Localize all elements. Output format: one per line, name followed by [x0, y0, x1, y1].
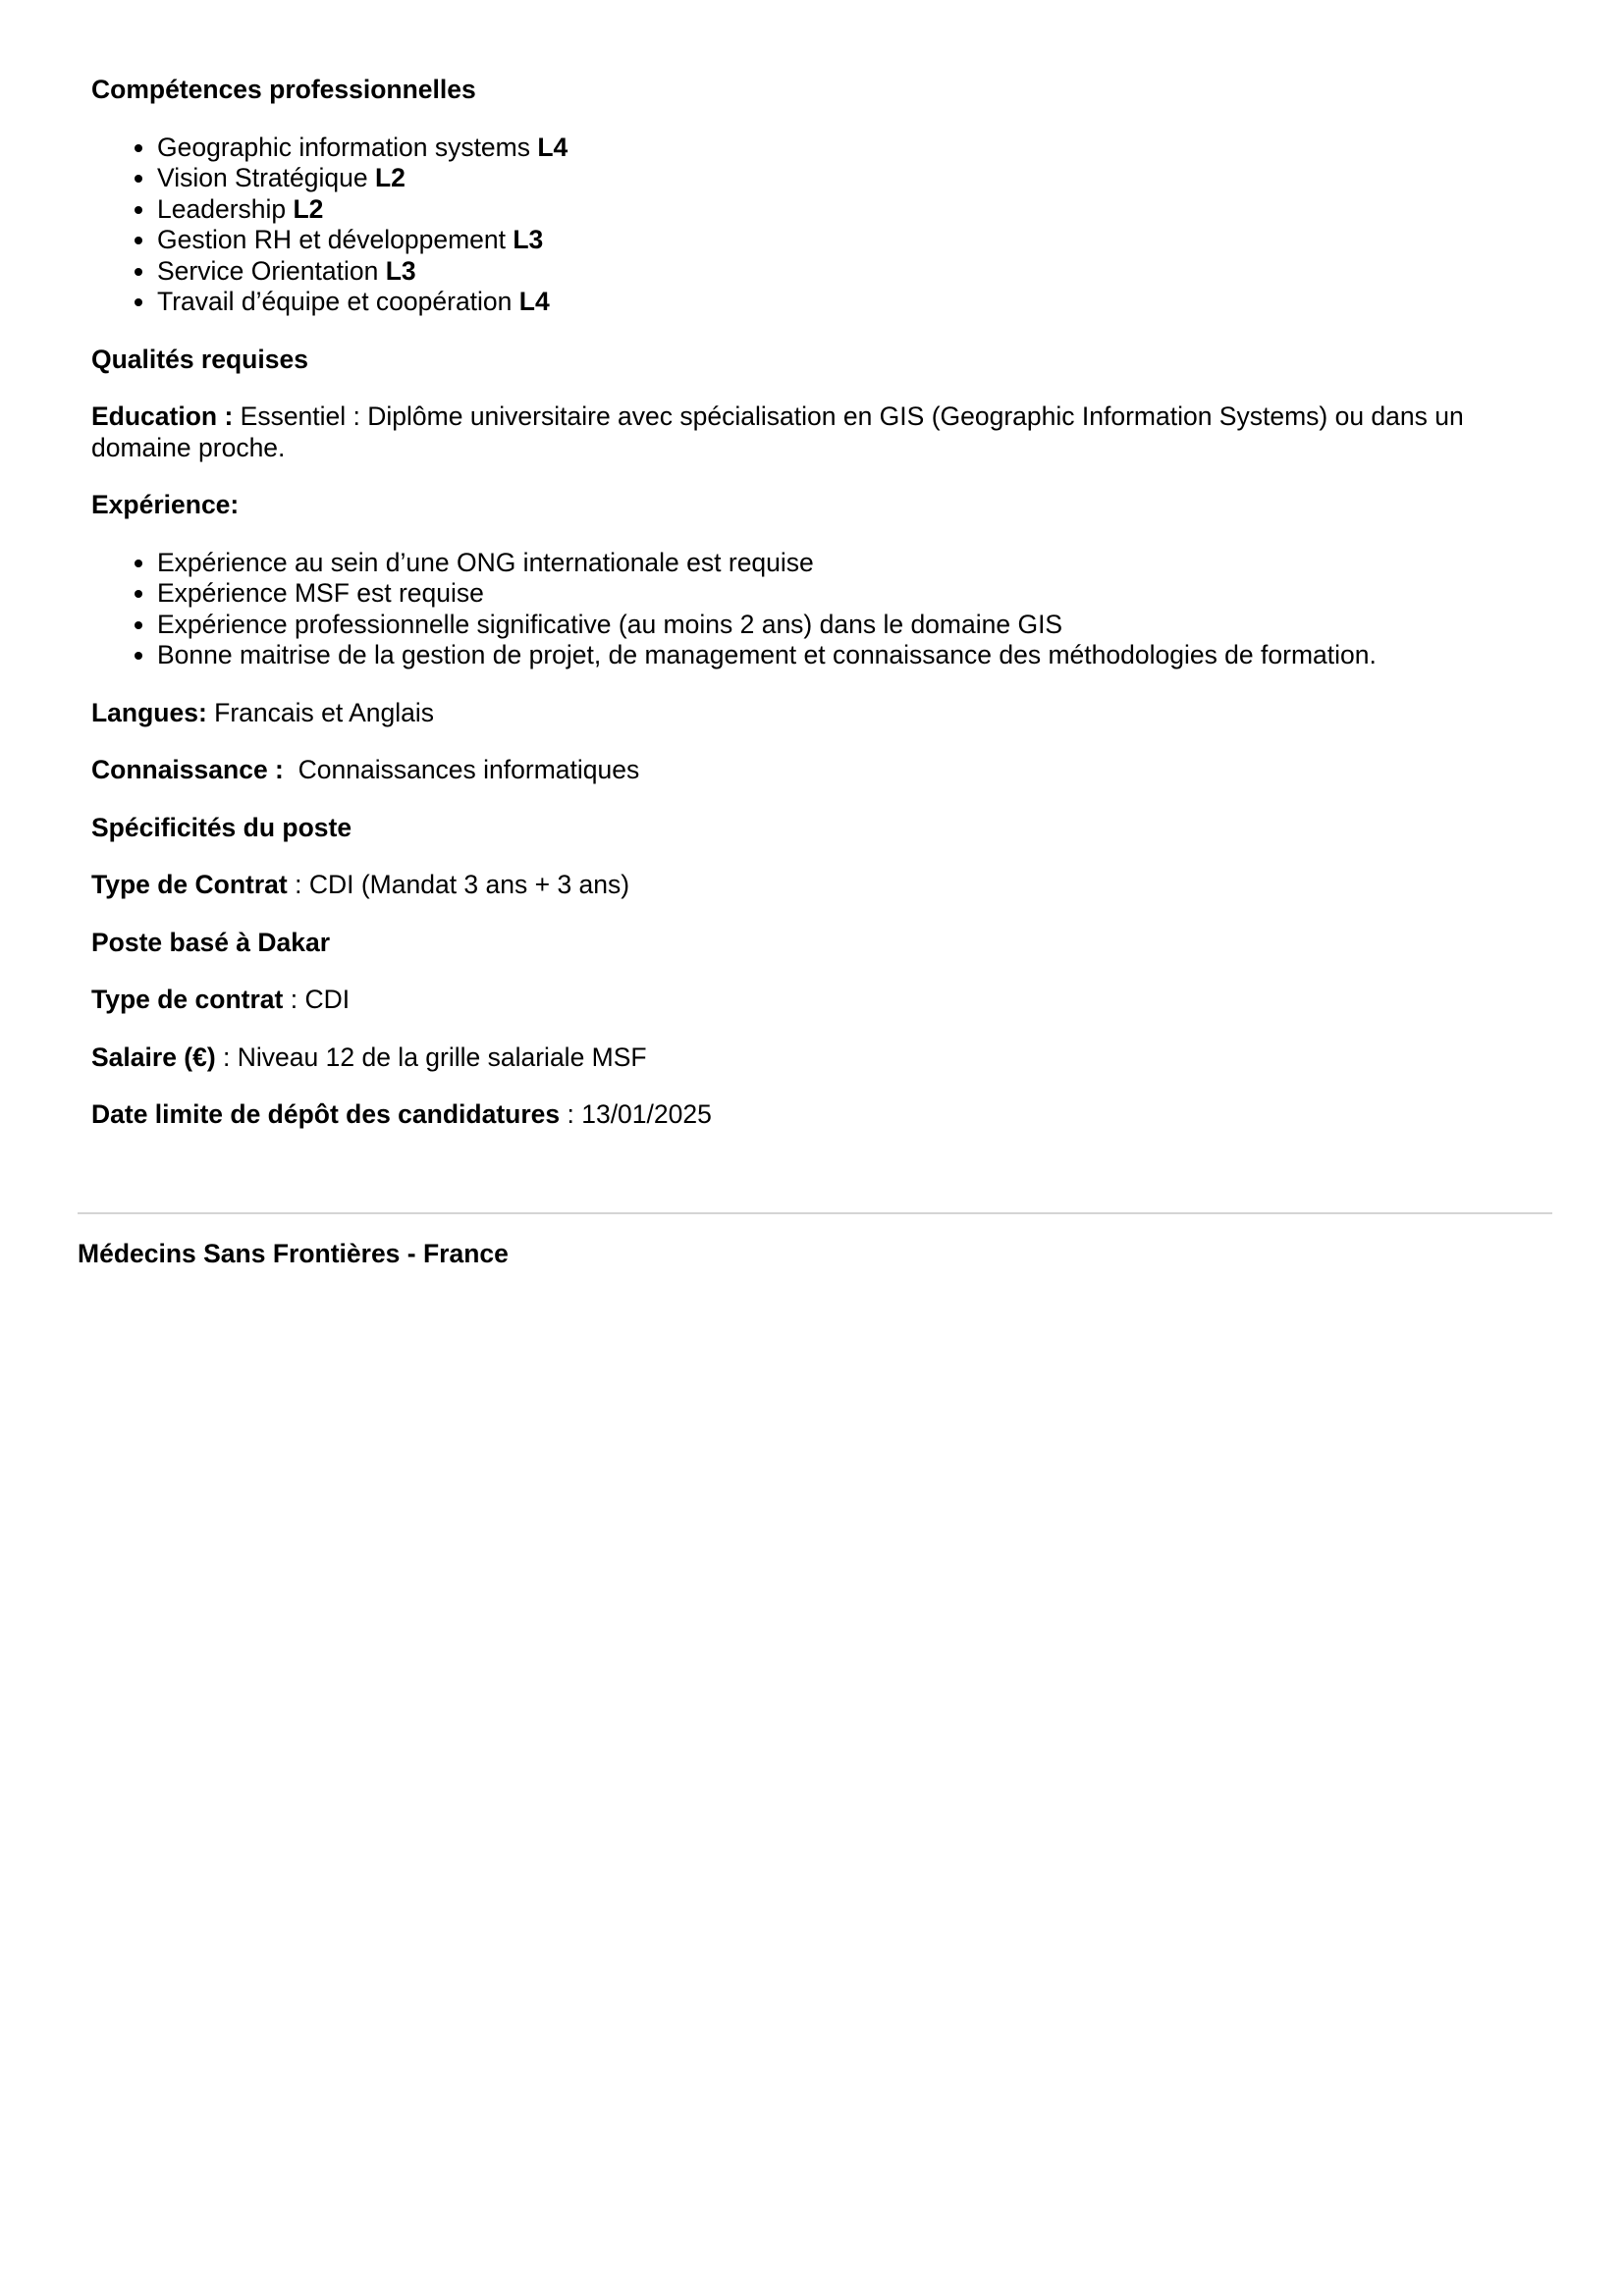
- langues-label: Langues:: [91, 697, 207, 727]
- langues-paragraph: [91, 698, 1544, 729]
- connaissance-paragraph: [91, 755, 1544, 786]
- experience-list: [91, 548, 1544, 671]
- education-label: Education :: [91, 401, 234, 431]
- type-contrat-label: Type de Contrat: [91, 870, 288, 899]
- competence-item: [157, 225, 1544, 256]
- type-contrat-text: : CDI (Mandat 3 ans + 3 ans): [287, 870, 630, 899]
- type-contrat-cdi-paragraph: [91, 985, 1544, 1016]
- competences-heading: Compétences professionnelles: [91, 75, 476, 104]
- experience-item: • Expérience professionnelle significative (au moins 2 ans) dans le domaine GIS: [157, 610, 1544, 641]
- salaire-label: Salaire (€): [91, 1041, 216, 1072]
- type-contrat-cdi-label: Type de contrat: [91, 985, 284, 1014]
- competence-level: L3: [513, 225, 544, 254]
- competence-name: Leadership: [157, 193, 294, 224]
- langues-text: Francais et Anglais: [206, 697, 435, 727]
- connaissance-text: Connaissances informatiques: [283, 755, 640, 784]
- competence-item: [157, 287, 1544, 318]
- education-paragraph: [91, 401, 1544, 463]
- type-contrat-cdi-text: : CDI: [283, 985, 351, 1014]
- salaire-text: : Niveau 12 de la grille salariale MSF: [215, 1041, 647, 1072]
- date-limite-paragraph: [91, 1099, 1544, 1131]
- connaissance-label: Connaissance :: [91, 755, 284, 784]
- competence-level: L4: [518, 287, 550, 316]
- experience-heading: Expérience:: [91, 490, 240, 519]
- qualites-heading: Qualités requises: [91, 344, 308, 374]
- footer-organization: Médecins Sans Frontières - France: [78, 1239, 509, 1268]
- footer-divider: [78, 1212, 1552, 1214]
- competence-item: [157, 163, 1544, 194]
- experience-item: • Bonne maitrise de la gestion de projet, de management et connaissance des méthodologies de formation.: [157, 640, 1544, 671]
- date-limite-text: : 13/01/2025: [560, 1099, 712, 1129]
- competence-name: Gestion RH et développement: [157, 225, 514, 254]
- job-description-content: [91, 75, 1544, 1157]
- competence-item: [157, 133, 1544, 164]
- experience-item: • Expérience au sein d’une ONG internationale est requise: [157, 548, 1544, 579]
- competence-name: Vision Stratégique: [157, 163, 375, 192]
- competence-name: Geographic information systems: [157, 132, 538, 162]
- poste-base-heading: Poste basé à Dakar: [91, 927, 331, 957]
- salaire-paragraph: [91, 1042, 1544, 1074]
- competence-name: Travail d’équipe et coopération: [157, 287, 519, 316]
- competence-level: L2: [374, 163, 406, 192]
- competence-level: L3: [385, 255, 416, 286]
- competence-level: L4: [537, 132, 568, 162]
- type-contrat-paragraph: [91, 870, 1544, 901]
- competences-list: [91, 133, 1544, 318]
- specificites-heading: Spécificités du poste: [91, 812, 352, 842]
- date-limite-label: Date limite de dépôt des candidatures: [91, 1099, 561, 1129]
- competence-level: L2: [293, 193, 324, 224]
- competence-name: Service Orientation: [157, 255, 386, 286]
- competence-item: [157, 256, 1544, 288]
- education-text: Essentiel : Diplôme universitaire avec spécialisation en GIS (Geographic Information Systems) ou dans un domaine proche.: [91, 401, 1464, 462]
- experience-item: • Expérience MSF est requise: [157, 578, 1544, 610]
- competence-item: [157, 194, 1544, 226]
